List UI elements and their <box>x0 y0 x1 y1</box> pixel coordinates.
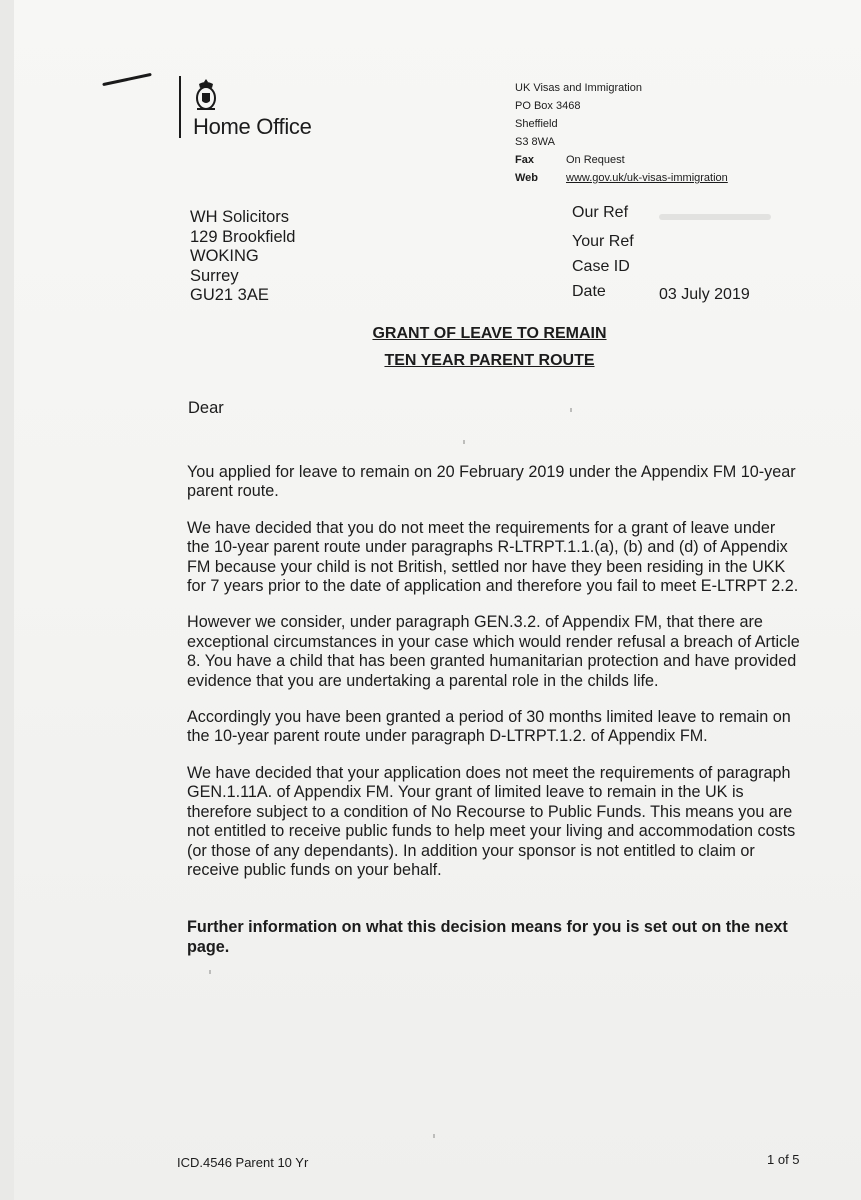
our-ref-label: Our Ref <box>572 204 629 221</box>
scan-speck <box>463 440 465 444</box>
address-line: UK Visas and Immigration <box>515 82 642 94</box>
logo-divider-bar <box>179 76 181 138</box>
closing-note: Further information on what this decision means for you is set out on the next page. <box>187 918 788 956</box>
home-office-logo <box>179 76 359 138</box>
address-line: S3 8WA <box>515 136 555 148</box>
recipient-line: WOKING <box>190 247 259 265</box>
letter-body <box>187 463 802 974</box>
letter-page <box>14 0 861 1200</box>
recipient-line: 129 Brookfield <box>190 227 296 246</box>
date-value: 03 July 2019 <box>659 286 750 303</box>
recipient-address <box>190 208 296 306</box>
pen-mark <box>102 73 152 86</box>
letter-title: GRANT OF LEAVE TO REMAIN <box>372 325 607 342</box>
your-ref-label: Your Ref <box>572 233 634 250</box>
form-code: ICD.4546 Parent 10 Yr <box>177 1155 309 1170</box>
case-id-row <box>572 258 832 283</box>
paragraph: However we consider, under paragraph GEN.3.2. of Appendix FM, that there are exceptional circumstances in your case which would render refusal a breach of Article 8. You have a child that has been granted humanitarian protection and have provided evidence that you are undertaking a parental role in the childs life. <box>187 613 800 690</box>
paragraph: We have decided that your application does not meet the requirements of paragraph GEN.1.11A. of Appendix FM. Your grant of limited leave to remain in the UK is therefore subject to a condition of No Recourse to Public Funds. This means you are not entitled to receive public funds to help meet your living and accommodation costs (or those of any dependants). In addition your sponsor is not entitled to claim or receive public funds on your behalf. <box>187 763 796 879</box>
sender-address <box>515 79 728 187</box>
salutation: Dear <box>188 399 224 417</box>
date-label: Date <box>572 283 606 300</box>
paragraph: Accordingly you have been granted a period of 30 months limited leave to remain on the 10-year parent route under paragraph D-LTRPT.1.2. of Appendix FM. <box>187 708 791 746</box>
your-ref-row <box>572 233 832 258</box>
address-line: PO Box 3468 <box>515 100 581 112</box>
our-ref-redacted <box>659 207 771 225</box>
web-label: Web <box>515 172 539 184</box>
royal-crest-icon <box>193 78 219 112</box>
fax-row <box>515 151 728 169</box>
scan-speck <box>570 408 572 412</box>
reference-block <box>572 204 832 308</box>
org-name: Home Office <box>193 114 312 139</box>
web-link[interactable]: www.gov.uk/uk-visas-immigration <box>566 172 728 184</box>
scan-speck <box>209 970 211 974</box>
fax-label: Fax <box>515 154 534 166</box>
recipient-line: WH Solicitors <box>190 208 290 226</box>
recipient-line: Surrey <box>190 266 239 285</box>
fax-value: On Request <box>566 154 625 166</box>
recipient-line: GU21 3AE <box>190 286 269 304</box>
letter-subtitle: TEN YEAR PARENT ROUTE <box>384 352 595 369</box>
paragraph: We have decided that you do not meet the requirements for a grant of leave under the 10-year parent route under paragraphs R-LTRPT.1.1.(a), (b) and (d) of Appendix FM because your child is not British, settled nor have they been residing in the UKK for 7 years prior to the date of application and therefore you fail to meet E-LTRPT 2.2. <box>187 518 799 596</box>
web-row <box>515 169 728 187</box>
date-row <box>572 283 832 308</box>
case-id-label: Case ID <box>572 258 630 275</box>
address-line: Sheffield <box>515 118 558 130</box>
paragraph: You applied for leave to remain on 20 February 2019 under the Appendix FM 10-year parent route. <box>187 463 796 501</box>
our-ref-row <box>572 204 832 229</box>
scan-speck <box>433 1134 435 1138</box>
page-indicator: 1 of 5 <box>767 1152 800 1167</box>
